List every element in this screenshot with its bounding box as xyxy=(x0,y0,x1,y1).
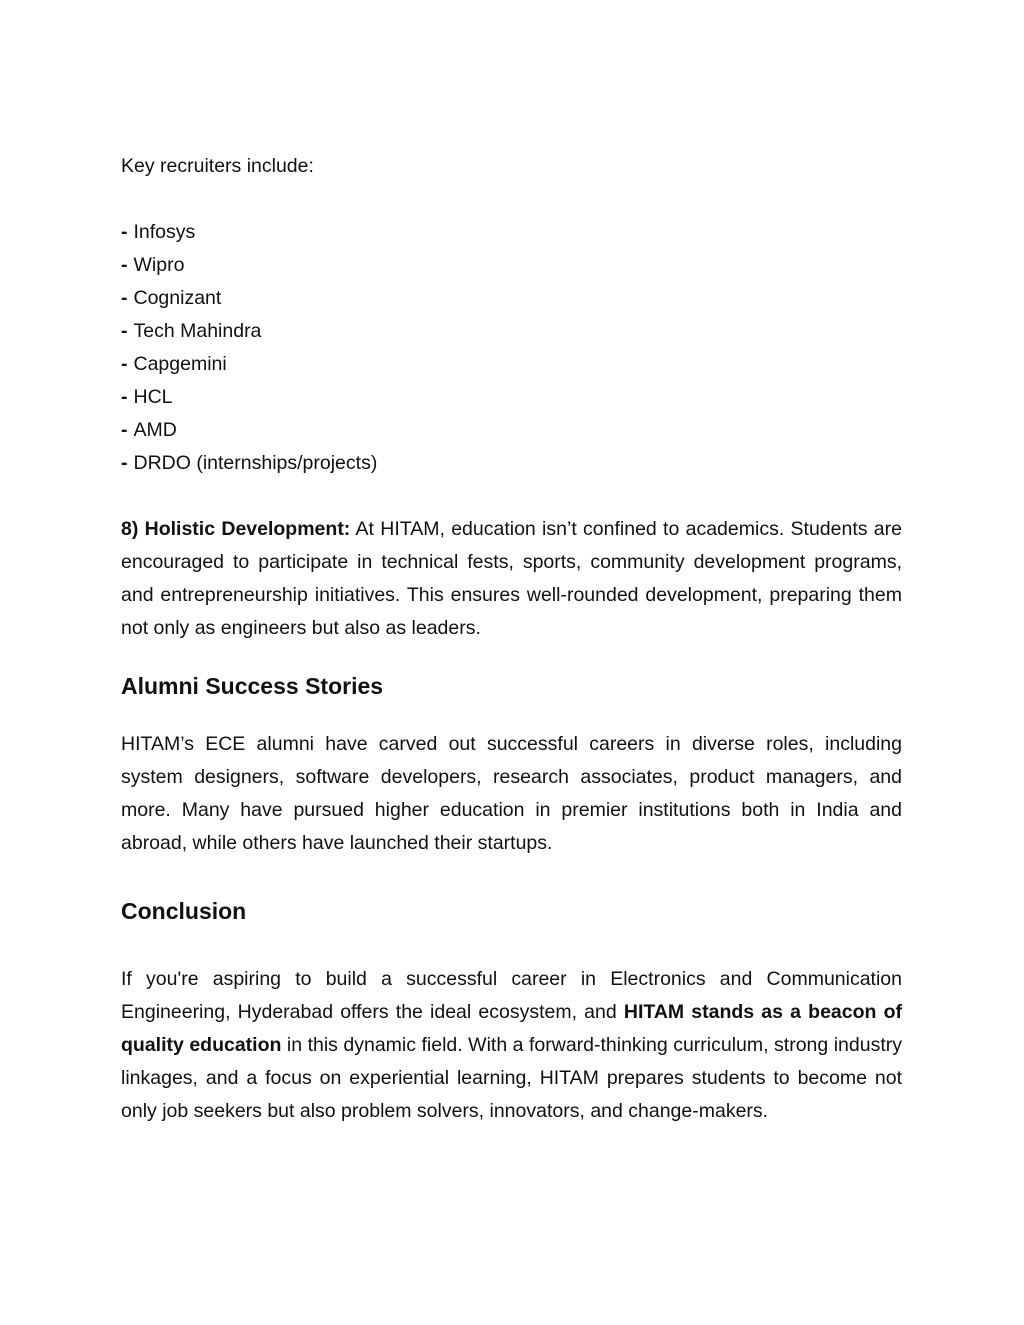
holistic-development-text: At HITAM, education isn’t confined to academics. Students are encouraged to participate in technical fests, sports, community development programs, and entrepreneurship initiatives. This ensures well-rounded development, preparing them not only as engineers but also as leaders. xyxy=(121,518,902,639)
conclusion-heading: Conclusion xyxy=(121,898,247,924)
alumni-paragraph: HITAM’s ECE alumni have carved out successful careers in diverse roles, including system designers, software developers, research associates, product managers, and more. Many have pursued higher education in premier institutions both in India and abroad, while others have launched their startups. xyxy=(121,733,902,854)
list-item xyxy=(121,216,902,249)
bullet-dash: - xyxy=(121,287,128,309)
list-item xyxy=(121,381,902,414)
holistic-development-paragraph xyxy=(121,513,902,645)
list-item xyxy=(121,315,902,348)
bullet-dash: - xyxy=(121,452,128,474)
list-item xyxy=(121,414,902,447)
conclusion-emphasis: HITAM stands as a beacon of quality education xyxy=(121,1001,902,1056)
recruiter-name: AMD xyxy=(133,419,177,441)
list-item xyxy=(121,348,902,381)
conclusion-text-start: If you're aspiring to build a successful career in Electronics and Communication Engineering, Hyderabad offers the ideal ecosystem, and xyxy=(121,968,902,1023)
holistic-development-label: 8) Holistic Development: xyxy=(121,518,351,540)
conclusion-paragraph xyxy=(121,963,902,1128)
alumni-heading: Alumni Success Stories xyxy=(121,673,384,699)
recruiter-name: DRDO (internships/projects) xyxy=(133,452,378,474)
bullet-dash: - xyxy=(121,419,128,441)
recruiter-name: Tech Mahindra xyxy=(133,320,262,342)
document-page xyxy=(121,150,902,1128)
list-item xyxy=(121,282,902,315)
list-item xyxy=(121,249,902,282)
recruiters-list xyxy=(121,216,902,480)
list-item xyxy=(121,447,902,480)
recruiter-name: HCL xyxy=(133,386,173,408)
recruiter-name: Capgemini xyxy=(133,353,227,375)
recruiter-name: Infosys xyxy=(133,221,196,243)
bullet-dash: - xyxy=(121,254,128,276)
recruiter-name: Wipro xyxy=(133,254,185,276)
recruiter-name: Cognizant xyxy=(133,287,222,309)
conclusion-text-end: in this dynamic field. With a forward-thinking curriculum, strong industry linkages, and a focus on experiential learning, HITAM prepares students to become not only job seekers but also problem solvers, innovators, and change-makers. xyxy=(121,1034,902,1122)
bullet-dash: - xyxy=(121,221,128,243)
bullet-dash: - xyxy=(121,353,128,375)
bullet-dash: - xyxy=(121,386,128,408)
bullet-dash: - xyxy=(121,320,128,342)
recruiters-intro: Key recruiters include: xyxy=(121,155,314,177)
